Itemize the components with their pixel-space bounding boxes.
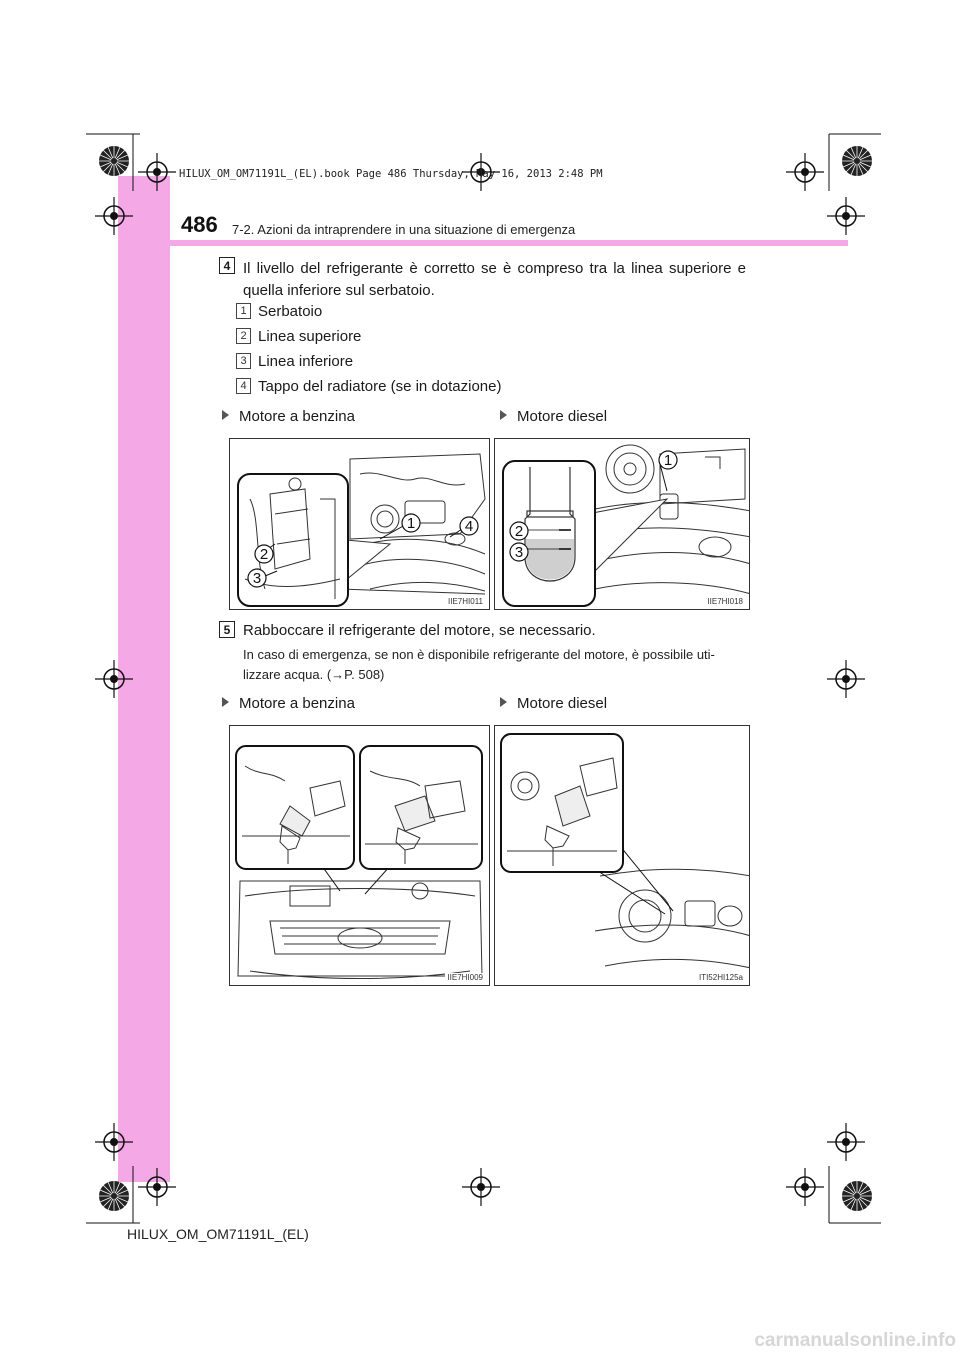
watermark: carmanualsonline.info bbox=[754, 1330, 956, 1351]
variant-label-diesel: Motore diesel bbox=[500, 408, 607, 425]
item-number-box: 2 bbox=[236, 328, 251, 344]
section-title: 7-2. Azioni da intraprendere in una situazione di emergenza bbox=[232, 222, 576, 237]
figure-code: ITI52HI125a bbox=[698, 973, 743, 982]
callout-3: 3 bbox=[514, 544, 524, 561]
callout-1: 1 bbox=[406, 515, 416, 532]
step-number-box: 5 bbox=[219, 621, 235, 638]
figure-code: IIE7HI009 bbox=[447, 973, 483, 982]
refill-illustration bbox=[495, 726, 750, 986]
step-5-text: Rabboccare il refrigerante del motore, se necessario. bbox=[243, 622, 596, 639]
item-number-box: 3 bbox=[236, 353, 251, 369]
triangle-bullet-icon bbox=[222, 410, 229, 420]
book-stamp: HILUX_OM_OM71191L_(EL).book Page 486 Thursday, May 16, 2013 2:48 PM bbox=[179, 168, 603, 180]
refill-illustration bbox=[230, 726, 490, 986]
variant-label-diesel: Motore diesel bbox=[500, 695, 607, 712]
triangle-bullet-icon bbox=[222, 697, 229, 707]
figure-code: IIE7HI018 bbox=[707, 597, 743, 606]
triangle-bullet-icon bbox=[500, 697, 507, 707]
triangle-bullet-icon bbox=[500, 410, 507, 420]
item-label: Linea superiore bbox=[258, 328, 362, 345]
item-number-box: 4 bbox=[236, 378, 251, 394]
callout-2: 2 bbox=[259, 546, 269, 563]
step-4-text: Il livello del refrigerante è corretto se è compreso tra la linea superiore e quella inferiore sul serbatoio. bbox=[243, 260, 746, 299]
figure-code: IIE7HI011 bbox=[448, 597, 483, 606]
variant-label-petrol: Motore a benzina bbox=[222, 695, 355, 712]
item-number-box: 1 bbox=[236, 303, 251, 319]
page-number: 486 bbox=[181, 212, 218, 237]
variant-label-petrol: Motore a benzina bbox=[222, 408, 355, 425]
engine-bay-illustration bbox=[495, 439, 750, 610]
callout-1: 1 bbox=[663, 452, 673, 469]
step-number-box: 4 bbox=[219, 257, 235, 274]
figure-petrol-refill bbox=[229, 725, 490, 986]
figure-petrol-reservoir bbox=[229, 438, 490, 610]
footer-manual-code: HILUX_OM_OM71191L_(EL) bbox=[127, 1226, 309, 1242]
step-5-note: In caso di emergenza, se non è disponibile refrigerante del motore, è possibile uti-lizzare acqua. (→P. 508) bbox=[243, 647, 715, 682]
callout-4: 4 bbox=[464, 518, 474, 535]
item-label: Serbatoio bbox=[258, 303, 323, 320]
callout-2: 2 bbox=[514, 523, 524, 540]
engine-bay-illustration bbox=[230, 439, 490, 610]
figure-diesel-refill bbox=[494, 725, 750, 986]
item-label: Tappo del radiatore (se in dotazione) bbox=[258, 378, 502, 395]
figure-diesel-reservoir bbox=[494, 438, 750, 610]
callout-3: 3 bbox=[252, 570, 262, 587]
item-label: Linea inferiore bbox=[258, 353, 354, 370]
